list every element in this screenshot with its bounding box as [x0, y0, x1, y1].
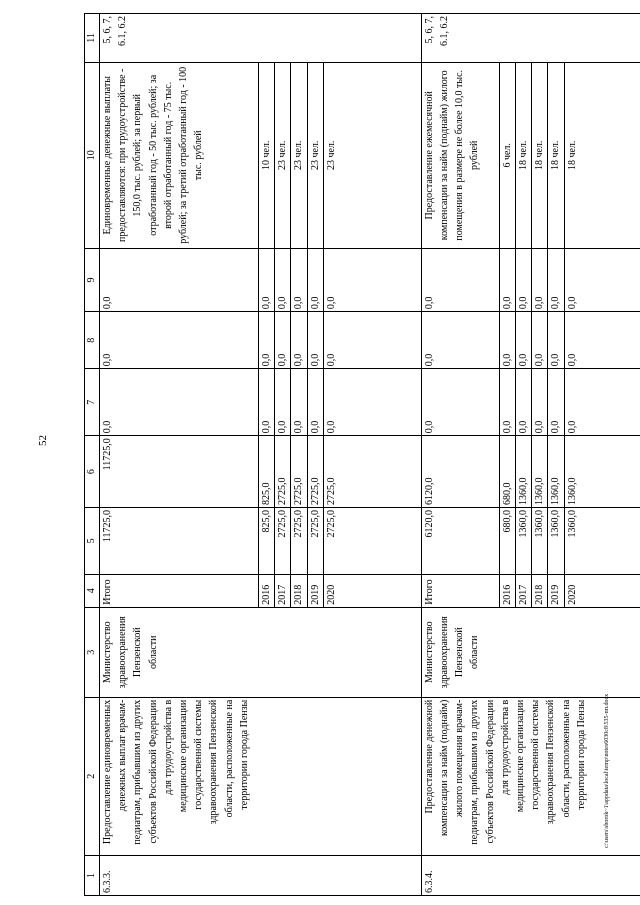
total-col5: 11725,0 — [100, 507, 259, 574]
value-cell: 0,0 — [323, 312, 421, 369]
header-row — [85, 14, 100, 896]
header-cell: 1 — [85, 855, 100, 895]
value-cell: 0,0 — [291, 248, 307, 311]
item-description: Предоставление единовременных денежных выплат врачам-педиатрам, прибывшим из других субъектов Российской Федерации для трудоустройства в медицинские организации государственной системы здравоохранения Пензенской области, расположенные на территории города Пензы — [100, 697, 422, 855]
indicator-text: Единовременные денежные выплаты предоставляются: при трудоустройстве - 150,0 тыс. рублей; за первый отработанный год - 50 тыс. рублей; за второй отработанный год - 75 тыс. рублей; за третий отработанный год - 100 тыс. рублей — [100, 62, 259, 248]
total-col7: 0,0 — [421, 369, 499, 436]
year-cell: 2017 — [275, 574, 291, 607]
people-cell: 10 чел. — [259, 62, 275, 248]
people-cell: 23 чел. — [291, 62, 307, 248]
people-cell: 23 чел. — [275, 62, 291, 248]
header-cell: 2 — [85, 697, 100, 855]
value-cell: 680,0 — [499, 436, 515, 508]
value-cell: 2725,0 — [323, 436, 421, 508]
header-cell: 5 — [85, 507, 100, 574]
value-cell: 0,0 — [275, 369, 291, 436]
header-cell: 8 — [85, 312, 100, 369]
value-cell: 0,0 — [564, 312, 640, 369]
people-cell: 18 чел. — [548, 62, 564, 248]
value-cell: 0,0 — [259, 312, 275, 369]
year-cell: 2016 — [259, 574, 275, 607]
value-cell: 2725,0 — [275, 436, 291, 508]
value-cell: 1360,0 — [564, 507, 640, 574]
page-number: 52 — [37, 435, 49, 446]
value-cell: 0,0 — [259, 248, 275, 311]
header-cell: 11 — [85, 14, 100, 63]
header-cell: 7 — [85, 369, 100, 436]
people-cell: 18 чел. — [516, 62, 532, 248]
value-cell: 0,0 — [532, 312, 548, 369]
value-cell: 1360,0 — [516, 507, 532, 574]
value-cell: 2725,0 — [323, 507, 421, 574]
value-cell: 680,0 — [499, 507, 515, 574]
value-cell: 1360,0 — [548, 436, 564, 508]
value-cell: 825,0 — [259, 507, 275, 574]
total-label: Итого — [100, 574, 259, 607]
item-number: 6.3.3. — [100, 855, 422, 895]
value-cell: 1360,0 — [548, 507, 564, 574]
value-cell: 0,0 — [499, 369, 515, 436]
link-targets: 5, 6, 7, 6.1, 6.2 — [421, 14, 640, 63]
indicator-text: Предоставление ежемесячной компенсации за найм (поднайм) жилого помещения в размере не более 10,0 тыс. рублей — [421, 62, 499, 248]
total-col6: 11725,0 — [100, 436, 259, 508]
item-number: 6.3.4. — [421, 855, 640, 895]
total-col9: 0,0 — [100, 248, 259, 311]
people-cell: 23 чел. — [323, 62, 421, 248]
year-cell: 2020 — [323, 574, 421, 607]
people-cell: 18 чел. — [532, 62, 548, 248]
value-cell: 0,0 — [564, 369, 640, 436]
year-cell: 2017 — [516, 574, 532, 607]
year-cell: 2020 — [564, 574, 640, 607]
value-cell: 0,0 — [291, 369, 307, 436]
value-cell: 825,0 — [259, 436, 275, 508]
people-cell: 23 чел. — [307, 62, 323, 248]
value-cell: 0,0 — [564, 248, 640, 311]
value-cell: 0,0 — [548, 312, 564, 369]
people-cell: 6 чел. — [499, 62, 515, 248]
year-cell: 2019 — [307, 574, 323, 607]
value-cell: 0,0 — [291, 312, 307, 369]
value-cell: 0,0 — [307, 248, 323, 311]
total-col5: 6120,0 — [421, 507, 499, 574]
header-cell: 6 — [85, 436, 100, 508]
total-col7: 0,0 — [100, 369, 259, 436]
header-cell: 3 — [85, 607, 100, 697]
value-cell: 2725,0 — [275, 507, 291, 574]
value-cell: 0,0 — [307, 312, 323, 369]
header-cell: 9 — [85, 248, 100, 311]
value-cell: 1360,0 — [516, 436, 532, 508]
year-cell: 2018 — [532, 574, 548, 607]
value-cell: 2725,0 — [291, 507, 307, 574]
rotated-page — [84, 13, 605, 896]
total-col6: 6120,0 — [421, 436, 499, 508]
value-cell: 0,0 — [532, 248, 548, 311]
value-cell: 1360,0 — [532, 436, 548, 508]
header-cell: 10 — [85, 62, 100, 248]
value-cell: 2725,0 — [291, 436, 307, 508]
value-cell: 0,0 — [532, 369, 548, 436]
value-cell: 0,0 — [516, 369, 532, 436]
item-executor: Министерство здравоохранения Пензенской области — [100, 607, 422, 697]
value-cell: 0,0 — [516, 312, 532, 369]
people-cell: 18 чел. — [564, 62, 640, 248]
value-cell: 0,0 — [323, 248, 421, 311]
value-cell: 1360,0 — [532, 507, 548, 574]
value-cell: 0,0 — [516, 248, 532, 311]
value-cell: 0,0 — [323, 369, 421, 436]
program-table — [84, 13, 640, 896]
header-cell: 4 — [85, 574, 100, 607]
value-cell: 2725,0 — [307, 436, 323, 508]
value-cell: 0,0 — [499, 312, 515, 369]
total-label: Итого — [421, 574, 499, 607]
value-cell: 0,0 — [275, 312, 291, 369]
value-cell: 0,0 — [307, 369, 323, 436]
value-cell: 1360,0 — [564, 436, 640, 508]
year-cell: 2019 — [548, 574, 564, 607]
value-cell: 0,0 — [499, 248, 515, 311]
item-executor: Министерство здравоохранения Пензенской области — [421, 607, 640, 697]
table-row — [421, 14, 499, 896]
footer-file-path: c:\users\sborok~1\appdata\local\temp\notes6030c8\535-пп.docx — [604, 693, 610, 848]
value-cell: 0,0 — [548, 248, 564, 311]
value-cell: 2725,0 — [307, 507, 323, 574]
total-col8: 0,0 — [421, 312, 499, 369]
year-cell: 2016 — [499, 574, 515, 607]
total-col9: 0,0 — [421, 248, 499, 311]
link-targets: 5, 6, 7, 6.1, 6.2 — [100, 14, 422, 63]
value-cell: 0,0 — [259, 369, 275, 436]
item-description: Предоставление денежной компенсации за найм (поднайм) жилого помещения врачам-педиатрам, прибывшим из других субъектов Российской Федерации для трудоустройства в медицинские организации государственной системы здравоохранения Пензенской области, расположенные на территории города Пензы — [421, 697, 640, 855]
year-cell: 2018 — [291, 574, 307, 607]
value-cell: 0,0 — [548, 369, 564, 436]
total-col8: 0,0 — [100, 312, 259, 369]
table-row — [100, 14, 259, 896]
value-cell: 0,0 — [275, 248, 291, 311]
